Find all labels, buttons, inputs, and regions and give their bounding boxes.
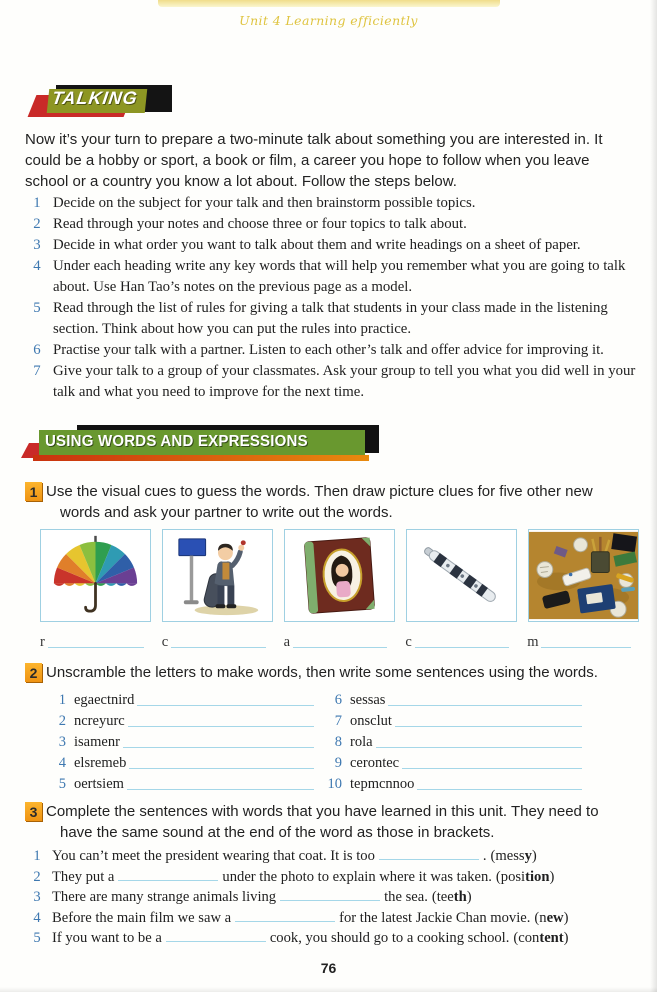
unscramble-item bbox=[44, 730, 316, 751]
unscramble-item bbox=[320, 730, 584, 751]
scrambled-word: cerontec bbox=[350, 755, 400, 771]
exercise-2-header bbox=[25, 662, 635, 683]
talking-intro: Now it’s your turn to prepare a two-minute talk about something you are interested in. It could be a hobby or sport, a book or film, a career you hope to follow when you leave school or a country you know a lot about. Follow the steps below. bbox=[25, 131, 603, 190]
list-item bbox=[24, 193, 637, 214]
sentence-pre: Before the main film we saw a bbox=[52, 909, 232, 926]
answer-blank bbox=[402, 759, 582, 769]
hint-close: ) bbox=[531, 848, 537, 864]
answer-blank bbox=[128, 717, 314, 727]
answer-letter: c bbox=[161, 634, 169, 650]
hint-close: ) bbox=[563, 930, 569, 946]
unscramble-item bbox=[320, 709, 584, 730]
step-text: Decide in what order you want to talk about them and write headings on a sheet of paper. bbox=[53, 237, 581, 253]
man-with-sign-and-case-illustration bbox=[163, 530, 272, 621]
answer-blank bbox=[235, 910, 335, 922]
item-number: 3 bbox=[58, 734, 66, 750]
exercise-number-badge: 3 bbox=[25, 802, 42, 821]
unscramble-item bbox=[44, 751, 316, 772]
item-number: 3 bbox=[33, 889, 41, 905]
unscramble-item bbox=[44, 772, 316, 793]
item-number: 4 bbox=[33, 909, 41, 926]
hint-normal: (con bbox=[513, 930, 540, 946]
answer-letters-row bbox=[40, 634, 635, 650]
answer-blank bbox=[541, 638, 631, 648]
unscramble-item bbox=[320, 772, 584, 793]
sentence-post: the sea. bbox=[384, 889, 428, 905]
sentence-item bbox=[24, 867, 639, 888]
talking-title: TALKING bbox=[50, 88, 140, 108]
item-number: 7 bbox=[334, 713, 342, 729]
hint-normal: (tee bbox=[431, 889, 454, 905]
answer-blank bbox=[129, 759, 314, 769]
scrambled-word: tepmcnnoo bbox=[350, 776, 415, 792]
exercise-number-badge: 1 bbox=[25, 482, 42, 501]
item-number: 4 bbox=[58, 755, 66, 771]
using-words-title: USING WORDS AND EXPRESSIONS bbox=[45, 433, 308, 450]
answer-letter: c bbox=[405, 634, 412, 650]
hint-bold: th bbox=[453, 889, 467, 905]
list-item bbox=[24, 214, 637, 235]
answer-blank bbox=[395, 717, 582, 727]
sentence-pre: They put a bbox=[52, 868, 115, 885]
scrambled-word: isamenr bbox=[74, 734, 120, 750]
answer-letter-cell bbox=[405, 634, 527, 650]
unscramble-lists bbox=[44, 688, 635, 793]
answer-letter-cell bbox=[40, 634, 162, 650]
step-text: Read through your notes and choose three or four topics to talk about. bbox=[53, 216, 467, 232]
answer-blank bbox=[166, 930, 266, 942]
cue-box-album bbox=[284, 529, 395, 622]
item-number: 6 bbox=[334, 692, 342, 708]
list-item bbox=[24, 340, 637, 361]
hint-bold: tion bbox=[525, 868, 550, 885]
unscramble-item bbox=[44, 688, 316, 709]
scrambled-word: egaectnird bbox=[74, 692, 135, 708]
sentence-pre: You can’t meet the president wearing that coat. It is too bbox=[52, 848, 375, 864]
sentence-post: cook, you should go to a cooking school. bbox=[269, 930, 510, 946]
answer-letter-cell bbox=[284, 634, 406, 650]
item-number: 10 bbox=[327, 776, 342, 792]
list-item bbox=[24, 256, 637, 298]
clarinet-illustration bbox=[407, 530, 516, 621]
using-words-section-banner bbox=[25, 425, 395, 463]
hint-normal: (posi bbox=[495, 868, 526, 885]
item-number: 5 bbox=[58, 776, 66, 792]
exercise-number-badge: 2 bbox=[25, 663, 42, 682]
scrambled-word: rola bbox=[350, 734, 373, 750]
answer-blank bbox=[137, 696, 314, 706]
answer-letter-cell bbox=[162, 634, 284, 650]
scan-edge-shadow bbox=[0, 987, 657, 992]
item-number: 1 bbox=[58, 692, 66, 708]
answer-blank bbox=[293, 638, 387, 648]
answer-letter: r bbox=[40, 634, 45, 650]
item-number: 8 bbox=[334, 734, 342, 750]
step-number: 4 bbox=[33, 258, 41, 274]
list-item bbox=[24, 361, 637, 403]
exercise-3-prompt: Complete the sentences with words that you have learned in this unit. They need to have the same sound at the end of the word as those in brackets. bbox=[46, 803, 599, 841]
step-text: Under each heading write any key words that will help you remember what you are going to talk about. Use Han Tao’s notes on the previous page as a model. bbox=[53, 258, 626, 295]
hint-bold: ew bbox=[546, 909, 564, 926]
answer-blank bbox=[48, 638, 144, 648]
answer-blank bbox=[118, 869, 218, 881]
exercise-1-prompt: Use the visual cues to guess the words. Then draw picture clues for five other new words and ask your partner to write out the words. bbox=[46, 483, 593, 521]
banner-orange-stripe bbox=[33, 455, 369, 461]
exercise-1-header bbox=[25, 481, 635, 523]
step-number: 1 bbox=[33, 195, 41, 211]
hint-normal: (n bbox=[534, 909, 547, 926]
answer-blank bbox=[123, 738, 314, 748]
step-number: 5 bbox=[33, 300, 41, 316]
item-number: 2 bbox=[33, 868, 41, 885]
unit-header: Unit 4 Learning efficiently bbox=[239, 13, 418, 28]
exercise-3-header bbox=[25, 801, 635, 843]
answer-blank bbox=[376, 738, 582, 748]
step-text: Give your talk to a group of your classmates. Ask your group to tell you what you did well in your talk and what you need to improve for the next time. bbox=[53, 363, 636, 400]
scrambled-word: onsclut bbox=[350, 713, 392, 729]
item-number: 2 bbox=[58, 713, 66, 729]
item-number: 1 bbox=[33, 848, 41, 864]
page-number: 76 bbox=[320, 960, 337, 976]
album-illustration bbox=[285, 530, 394, 621]
hint-bold: y bbox=[524, 848, 532, 864]
umbrella-illustration bbox=[41, 530, 150, 621]
step-number: 6 bbox=[33, 342, 41, 358]
answer-blank bbox=[415, 638, 509, 648]
step-text: Practise your talk with a partner. Listen to each other’s talk and offer advice for improving it. bbox=[53, 342, 604, 358]
top-banner-strip bbox=[158, 0, 500, 7]
list-item bbox=[24, 298, 637, 340]
scrambled-word: ncreyurc bbox=[74, 713, 125, 729]
cue-box-clarinet bbox=[406, 529, 517, 622]
sentence-item bbox=[24, 887, 639, 908]
sentence-item bbox=[24, 928, 639, 949]
unscramble-column-left bbox=[44, 688, 316, 793]
unscramble-column-right bbox=[320, 688, 584, 793]
hint-close: ) bbox=[466, 889, 472, 905]
sentence-item bbox=[24, 846, 639, 867]
step-number: 7 bbox=[33, 363, 41, 379]
cue-box-messy-desk bbox=[528, 529, 639, 622]
item-number: 5 bbox=[33, 930, 41, 946]
sentence-pre: If you want to be a bbox=[52, 930, 162, 946]
talking-steps-list bbox=[24, 193, 637, 403]
visual-cues-row bbox=[40, 529, 635, 622]
unscramble-item bbox=[320, 688, 584, 709]
step-text: Read through the list of rules for giving a talk that students in your class made in the listening section. Think about how you can put the rules into practice. bbox=[53, 300, 608, 337]
answer-blank bbox=[417, 780, 582, 790]
sentence-completion-list bbox=[24, 846, 639, 949]
sentence-post: . bbox=[482, 848, 487, 864]
hint-close: ) bbox=[549, 868, 555, 885]
scrambled-word: elsremeb bbox=[74, 755, 127, 771]
cue-box-umbrella bbox=[40, 529, 151, 622]
scrambled-word: sessas bbox=[350, 692, 386, 708]
hint-normal: (mess bbox=[490, 848, 525, 864]
sentence-post: for the latest Jackie Chan movie. bbox=[339, 909, 531, 926]
sentence-item bbox=[24, 908, 639, 929]
answer-blank bbox=[127, 780, 314, 790]
cue-box-cello-man bbox=[162, 529, 273, 622]
answer-blank bbox=[280, 889, 380, 901]
unscramble-item bbox=[320, 751, 584, 772]
answer-blank bbox=[171, 638, 265, 648]
talking-section-banner bbox=[30, 85, 180, 118]
step-number: 3 bbox=[33, 237, 41, 253]
answer-letter: a bbox=[283, 634, 291, 650]
hint-bold: tent bbox=[539, 930, 564, 946]
unscramble-item bbox=[44, 709, 316, 730]
step-text: Decide on the subject for your talk and then brainstorm possible topics. bbox=[53, 195, 476, 211]
list-item bbox=[24, 235, 637, 256]
exercise-2-prompt: Unscramble the letters to make words, then write some sentences using the words. bbox=[46, 664, 598, 681]
item-number: 9 bbox=[334, 755, 342, 771]
answer-blank bbox=[379, 848, 479, 860]
hint-close: ) bbox=[563, 909, 569, 926]
answer-blank bbox=[388, 696, 582, 706]
answer-letter: m bbox=[527, 634, 539, 650]
step-number: 2 bbox=[33, 216, 41, 232]
answer-letter-cell bbox=[527, 634, 635, 650]
sentence-post: under the photo to explain where it was taken. bbox=[222, 868, 492, 885]
scrambled-word: oertsiem bbox=[74, 776, 124, 792]
messy-desk-illustration bbox=[529, 530, 638, 621]
sentence-pre: There are many strange animals living bbox=[52, 889, 277, 905]
